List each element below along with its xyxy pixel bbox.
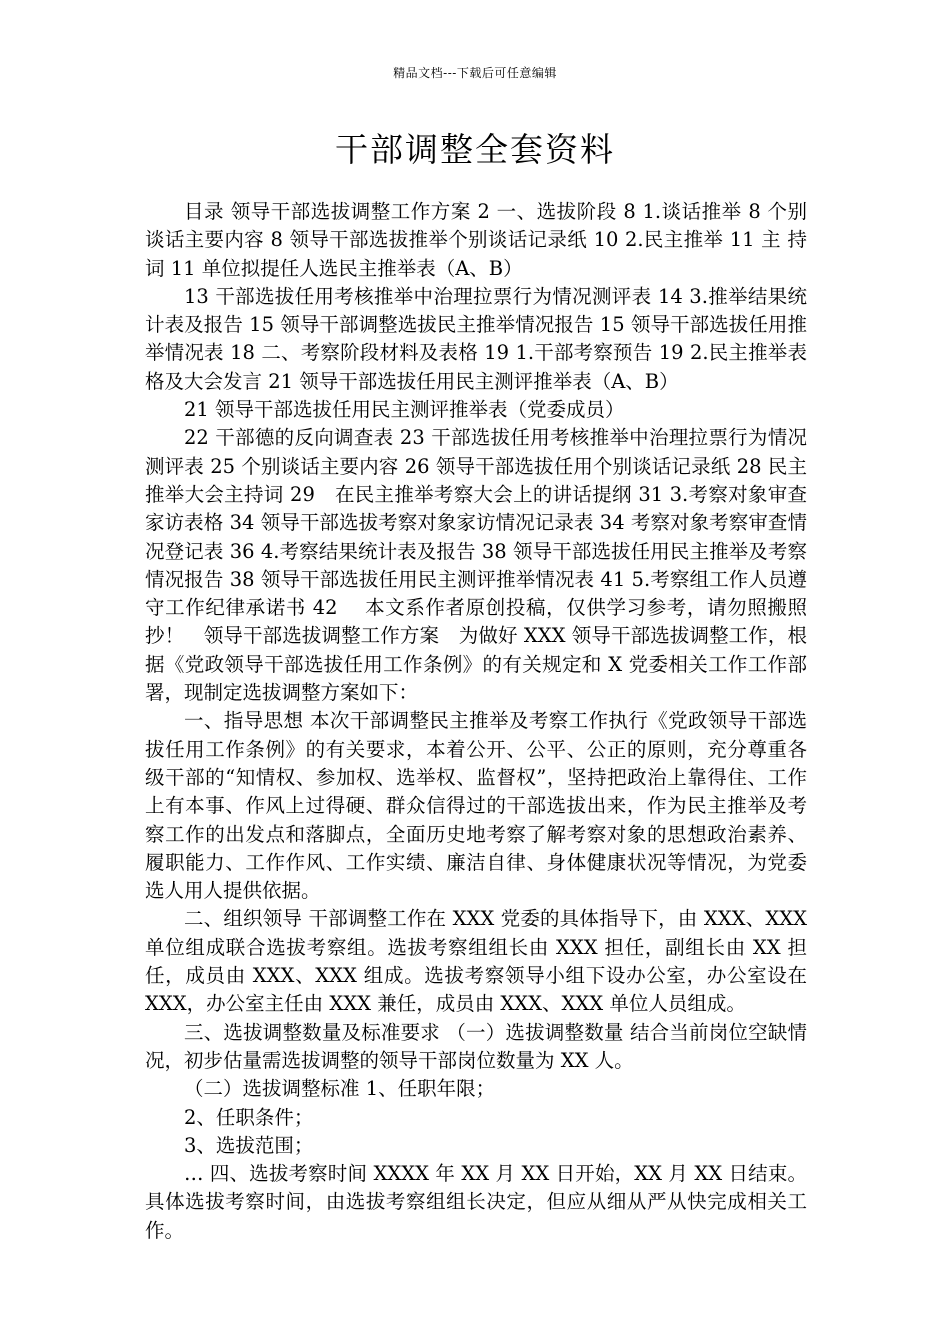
paragraph-toc-4: 22 干部德的反向调查表 23 干部选拔任用考核推举中治理拉票行为情况测评表 25 个别谈话主要内容 26 领导干部选拔任用个别谈话记录纸 28 民主推举大会主持词 29 在民主推举考察大会上的讲话提纲 31 3.考察对象审查家访表格 34 领导干部选拔考察对象家访情况记录表 34 考察对象考察审查情况登记表 36 4.考察结果统计表及报告 38 领导干部选拔任用民主推举及考察情况报告 38 领导干部选拔任用民主测评推举情况表 41 5.考察组工作人员遵守工作纪律承诺书 42 本文系作者原创投稿，仅供学习参考，请勿照搬照抄！ 领导干部选拔调整工作方案 为做好 XXX 领导干部选拔调整工作，根据《党政领导干部选拔任用工作条例》的有关规定和 X 党委相关工作工作部署，现制定选拔调整方案如下： [145, 426, 807, 705]
paragraph-toc-2: 13 干部选拔任用考核推举中治理拉票行为情况测评表 14 3.推举结果统计表及报告 15 领导干部调整选拔民主推举情况报告 15 领导干部选拔任用推举情况表 18 二、考察阶段材料及表格 19 1.干部考察预告 19 2.民主推举表格及大会发言 21 领导干部选拔任用民主测评推举表（A、B） [145, 284, 807, 393]
paragraph-toc-1: 目录 领导干部选拔调整工作方案 2 一、选拔阶段 8 1.谈话推举 8 个别谈话主要内容 8 领导干部选拔推举个别谈话记录纸 10 2.民主推举 11 主 持 词 11 单位拟提任人选民主推举表（A、B） [145, 200, 807, 280]
paragraph-quantity: 三、选拔调整数量及标准要求 （一）选拔调整数量 结合当前岗位空缺情况，初步估量需选拔调整的领导干部岗位数量为 XX 人。 [145, 1020, 807, 1072]
document-title: 干部调整全套资料 [335, 130, 615, 169]
document-body [145, 198, 807, 1245]
page-header: 精品文档---下载后可任意编辑 [393, 66, 557, 80]
paragraph-guiding-thought: 一、指导思想 本次干部调整民主推举及考察工作执行《党政领导干部选拔任用工作条例》的有关要求，本着公开、公平、公正的原则，充分尊重各级干部的“知情权、参加权、选举权、监督权”，坚持把政治上靠得住、工作上有本事、作风上过得硬、群众信得过的干部选拔出来，作为民主推举及考察工作的出发点和落脚点，全面历史地考察了解考察对象的思想政治素养、履职能力、工作作风、工作实绩、廉洁自律、身体健康状况等情况，为党委选人用人提供依据。 [145, 709, 807, 903]
paragraph-toc-3: 21 领导干部选拔任用民主测评推举表（党委成员） [184, 398, 625, 422]
paragraph-standard-3: 3、选拔范围； [184, 1133, 314, 1157]
paragraph-time: … 四、选拔考察时间 XXXX 年 XX 月 XX 日开始，XX 月 XX 日结束。具体选拔考察时间，由选拔考察组组长决定，但应从细从严从快完成相关工作。 [145, 1162, 807, 1242]
paragraph-standard: （二）选拔调整标准 1、任职年限； [184, 1077, 496, 1101]
paragraph-organization: 二、组织领导 干部调整工作在 XXX 党委的具体指导下，由 XXX、XXX 单位组成联合选拔考察组。选拔考察组组长由 XXX 担任，副组长由 XX 担任，成员由 XXX、XXX 组成。选拔考察领导小组下设办公室，办公室设在 XXX，办公室主任由 XXX 兼任，成员由 XXX、XXX 单位人员组成。 [145, 907, 807, 1016]
paragraph-standard-2: 2、任职条件； [184, 1105, 314, 1129]
